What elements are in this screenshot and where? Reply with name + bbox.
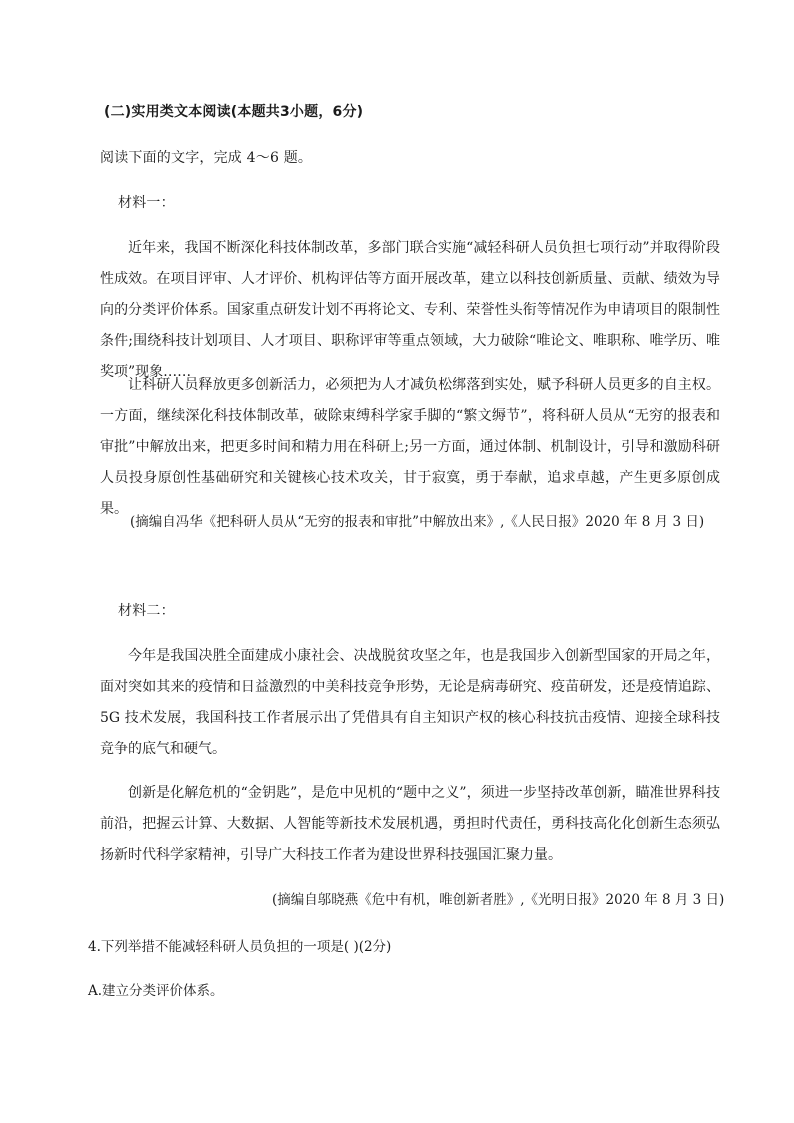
material1-paragraph-2: 让科研人员释放更多创新活力，必须把为人才减负松绑落到实处，赋予科研人员更多的自主权。一方面，继续深化科技体制改革，破除束缚科学家手脚的“繁文缛节”，将科研人员从“无穷的报表和审批”中解放出来，把更多时间和精力用在科研上;另一方面，通过体制、机制设计，引导和激励科研人员投身原创性基础研究和关键核心技术攻关，甘于寂寞，勇于奉献，追求卓越，产生更多原创成果。 (100, 377, 720, 517)
material1-paragraph-1: 近年来，我国不断深化科技体制改革，多部门联合实施“减轻科研人员负担七项行动”并取得阶段性成效。在项目评审、人才评价、机构评估等方面开展改革，建立以科技创新质量、贡献、绩效为导向的分类评价体系。国家重点研发计划不再将论文、专利、荣誉性头衔等情况作为申请项目的限制性条件;围绕科技计划项目、人才项目、职称评审等重点领域，大力破除“唯论文、唯职称、唯学历、唯奖项”现象…… (100, 240, 720, 380)
material2-paragraph-1: 今年是我国决胜全面建成小康社会、决战脱贫攻坚之年，也是我国步入创新型国家的开局之年，面对突如其来的疫情和日益激烈的中美科技竞争形势，无论是病毒研究、疫苗研发，还是疫情追踪、5G 技术发展，我国科技工作者展示出了凭借具有自主知识产权的核心科技抗击疫情、迎接全球科技竞争的底气和硬气。 (100, 648, 720, 757)
section-title: (二)实用类文本阅读(本题共3小题，6分) (104, 104, 364, 120)
material1-source: (摘编自冯华《把科研人员从“无穷的报表和审批”中解放出来》,《人民日报》2020 年 8 月 3 日) (130, 514, 705, 530)
question-4-stem: 4.下列举措不能减轻科研人员负担的一项是( )(2分) (88, 939, 392, 955)
material2-source: (摘编自邬晓燕《危中有机，唯创新者胜》,《光明日报》2020 年 8 月 3 日) (272, 892, 725, 908)
instruction-text: 阅读下面的文字，完成 4～6 题。 (100, 150, 313, 166)
material2-paragraph-2: 创新是化解危机的“金钥匙”，是危中见机的“题中之义”，须进一步坚持改革创新，瞄准世界科技前沿，把握云计算、大数据、人智能等新技术发展机遇，勇担时代责任，勇科技高化化创新生态须弘扬新时代科学家精神，引导广大科技工作者为建设世界科技强国汇聚力量。 (100, 785, 720, 863)
material2-label: 材料二： (118, 603, 175, 619)
material1-label: 材料一： (118, 195, 175, 211)
question-4-option-a: A.建立分类评价体系。 (88, 983, 224, 999)
